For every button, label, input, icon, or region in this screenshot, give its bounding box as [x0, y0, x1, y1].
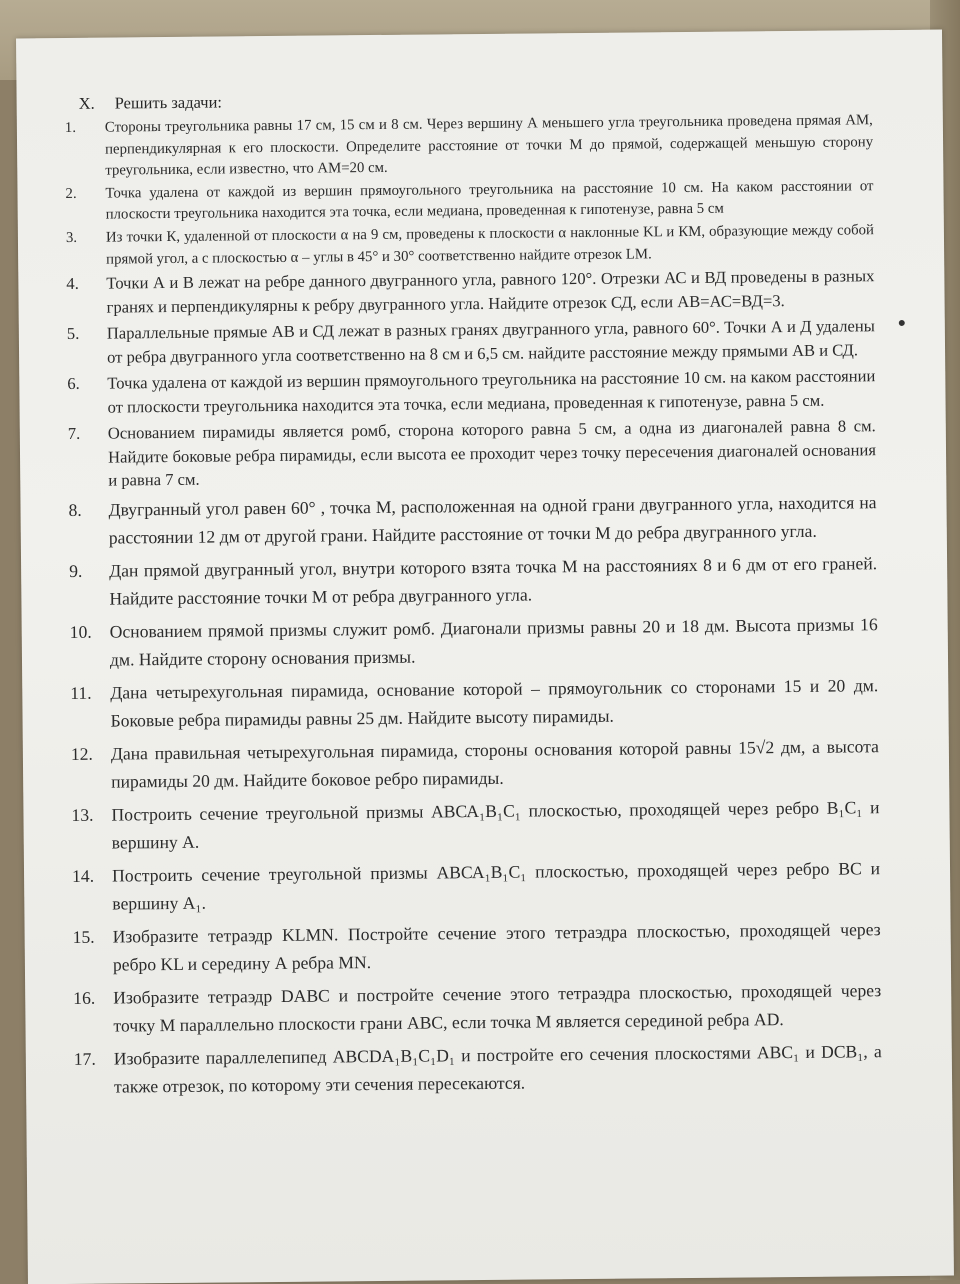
- task-number: 16.: [73, 987, 96, 1008]
- task-number: 11.: [70, 682, 92, 703]
- section-title: Решить задачи:: [114, 92, 223, 113]
- task-item: [66, 220, 874, 271]
- task-item: [66, 264, 874, 319]
- task-number: 3.: [65, 229, 78, 246]
- task-number: 10.: [69, 621, 92, 642]
- task-number: 12.: [70, 743, 93, 764]
- task-text: Построить сечение треугольной призмы АВСА₁В₁С₁ плоскостью, проходящей через ребро ВС и вершину А₁.: [111, 857, 881, 914]
- task-item: [74, 1037, 883, 1102]
- task-text: Основанием прямой призмы служит ромб. Диагонали призмы равны 20 и 18 дм. Высота призмы 16 дм. Найдите сторону основания призмы.: [109, 613, 878, 670]
- task-number: 2.: [65, 185, 77, 202]
- task-text: Изобразите тетраэдр DABC и постройте сечение этого тетраэдра плоскостью, проходящей через точку М параллельно плоскости грани АВС, если точка М является серединой ребра AD.: [113, 979, 882, 1036]
- task-item: [70, 610, 879, 675]
- task-number: 8.: [68, 499, 82, 520]
- task-item: [68, 414, 877, 492]
- task-text: Из точки К, удаленной от плоскости α на 9 см, проведены к плоскости α наклонные KL и КМ, образующие между собой прямой угол, а с плоскостью α – углы в 45° и 30° соответственно найдите отрезок LM.: [105, 222, 874, 268]
- task-number: 17.: [73, 1048, 96, 1069]
- task-item: [73, 976, 882, 1041]
- task-text: Дан прямой двугранный угол, внутри которого взята точка М на расстояниях 8 и 6 дм от его граней. Найдите расстояние точки М от ребра двугранного угла.: [109, 552, 878, 609]
- task-number: 14.: [71, 865, 95, 886]
- task-text: Дана правильная четырехугольная пирамида, стороны основания которой равны 15√2 дм, а высота пирамиды 20 дм. Найдите боковое ребро пирамиды.: [110, 735, 879, 792]
- paper-sheet: [16, 30, 954, 1284]
- task-item: [70, 671, 879, 736]
- task-number: 1.: [64, 119, 77, 136]
- ink-dot: [899, 320, 905, 326]
- task-text: Построить сечение треугольной призмы АВСА₁В₁С₁ плоскостью, проходящей через ребро В₁С₁ и вершину А.: [111, 796, 880, 853]
- task-item: [67, 314, 875, 369]
- task-number: 9.: [69, 560, 83, 581]
- task-item: [67, 364, 875, 419]
- task-number: 4.: [66, 274, 79, 294]
- task-item: [72, 854, 881, 919]
- task-item: [68, 488, 877, 553]
- section-heading: [79, 86, 873, 114]
- task-list: [65, 86, 883, 1105]
- task-text: Стороны треугольника равны 17 см, 15 см и 8 см. Через вершину А меньшего угла треугольника проведена прямая АМ, перпендикулярная к его плоскости. Определите расстояние от точки М до прямой, содержащей меньшую сторону треугольника, если известно, что АМ=20 см.: [104, 112, 874, 179]
- task-item: [65, 110, 874, 183]
- task-text: Точка удалена от каждой из вершин прямоугольного треугольника на расстояние 10 см. На каком расстоянии от плоскости треугольника находится эта точка, если медиана, проведенная к гипотенузе, равна 5 см: [105, 178, 874, 223]
- task-text: Изобразите тетраэдр KLMN. Постройте сечение этого тетраэдра плоскостью, проходящей через ребро KL и середину А ребра MN.: [112, 918, 881, 975]
- task-text: Параллельные прямые АВ и СД лежат в разных гранях двугранного угла, равного 60°. Точки А и Д удалены от ребра двугранного угла соответственно на 8 см и 6,5 см. найдите расстояние между прямыми АВ и СД.: [106, 316, 875, 367]
- task-item: [71, 732, 880, 797]
- task-text: Дана четырехугольная пирамида, основание которой – прямоугольник со сторонами 15 и 20 дм. Боковые ребра пирамиды равны 25 дм. Найдите высоту пирамиды.: [110, 674, 879, 731]
- task-item: [65, 176, 873, 227]
- task-number: 7.: [67, 424, 81, 444]
- section-number: X.: [78, 93, 95, 113]
- task-item: [69, 549, 878, 614]
- task-number: 13.: [71, 804, 94, 825]
- task-item: [71, 793, 880, 858]
- task-text: Точки А и В лежат на ребре данного двугранного угла, равного 120°. Отрезки АС и ВД проведены в разных гранях и перпендикулярны к ребру двугранного угла. Найдите отрезок СД, если АВ=АС=ВД=3.: [106, 266, 875, 317]
- task-text: Изобразите параллелепипед ABCDA₁B₁C₁D₁ и постройте его сечения плоскостями ABC₁ и DCB₁, а также отрезок, по которому эти сечения пересекаются.: [113, 1040, 882, 1097]
- task-number: 5.: [66, 324, 80, 344]
- task-number: 15.: [72, 926, 95, 947]
- task-item: [73, 915, 882, 980]
- task-text: Двугранный угол равен 60° , точка М, расположенная на одной грани двугранного угла, находится на расстоянии 12 дм от другой грани. Найдите расстояние от точки М до ребра двугранного угла.: [108, 491, 877, 548]
- task-number: 6.: [67, 374, 80, 394]
- task-text: Точка удалена от каждой из вершин прямоугольного треугольника на расстояние 10 см. на каком расстоянии от плоскости треугольника находится эта точка, если медиана, проведенная к гипотенузе, равна 5 см.: [107, 366, 876, 417]
- task-text: Основанием пирамиды является ромб, сторона которого равна 5 см, а одна из диагоналей равна 8 см. Найдите боковые ребра пирамиды, если высота ее проходит через точку пересечения диагоналей основания и равна 7 см.: [107, 416, 877, 490]
